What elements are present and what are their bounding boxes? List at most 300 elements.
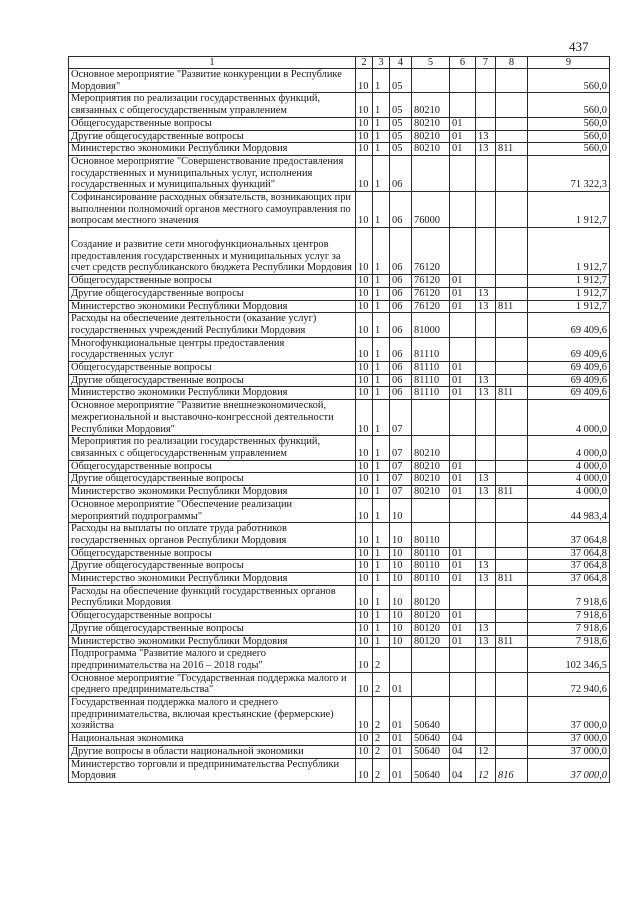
code-col6: 01 xyxy=(450,374,476,387)
code-col2: 10 xyxy=(356,758,373,782)
code-col8 xyxy=(496,192,528,228)
code-col6 xyxy=(450,337,476,361)
code-col6 xyxy=(450,672,476,696)
row-amount: 69 409,6 xyxy=(528,387,610,400)
table-row xyxy=(69,130,610,143)
code-col4: 10 xyxy=(390,547,412,560)
code-col3: 1 xyxy=(373,93,390,117)
table-row xyxy=(69,672,610,696)
code-col5: 76120 xyxy=(412,300,450,313)
code-col7 xyxy=(476,313,496,337)
row-amount: 102 346,5 xyxy=(528,648,610,672)
code-col7 xyxy=(476,192,496,228)
code-col8 xyxy=(496,275,528,288)
row-name: Другие вопросы в области национальной экономики xyxy=(69,745,356,758)
table-row xyxy=(69,486,610,499)
code-col4: 05 xyxy=(390,93,412,117)
code-col5: 50640 xyxy=(412,745,450,758)
code-col2: 10 xyxy=(356,733,373,746)
code-col8: 811 xyxy=(496,387,528,400)
code-col3: 1 xyxy=(373,313,390,337)
row-name: Основное мероприятие "Развитие внешнеэкономической, межрегиональной и выставочно-конгрессной деятельности Республики Мордовия" xyxy=(69,400,356,436)
row-name: Другие общегосударственные вопросы xyxy=(69,374,356,387)
code-col7: 13 xyxy=(476,143,496,156)
code-col7: 13 xyxy=(476,560,496,573)
code-col3: 2 xyxy=(373,697,390,733)
code-col3: 2 xyxy=(373,733,390,746)
code-col4 xyxy=(390,648,412,672)
code-col5: 81110 xyxy=(412,337,450,361)
table-row xyxy=(69,275,610,288)
row-name: Основное мероприятие "Совершенствование предоставления государственных и муниципальных услуг, исполнения государственных и муниципальных функций" xyxy=(69,155,356,191)
code-col7 xyxy=(476,400,496,436)
code-col3: 2 xyxy=(373,672,390,696)
table-row xyxy=(69,436,610,460)
row-amount: 1 912,7 xyxy=(528,228,610,275)
row-name: Мероприятия по реализации государственных функций, связанных с общегосударственным управлением xyxy=(69,436,356,460)
code-col8 xyxy=(496,117,528,130)
code-col2: 10 xyxy=(356,745,373,758)
code-col5: 76120 xyxy=(412,228,450,275)
code-col2: 10 xyxy=(356,143,373,156)
code-col2: 10 xyxy=(356,436,373,460)
table-row xyxy=(69,745,610,758)
code-col7: 12 xyxy=(476,745,496,758)
code-col4: 05 xyxy=(390,117,412,130)
code-col4: 06 xyxy=(390,192,412,228)
column-header: 4 xyxy=(390,57,412,69)
row-amount: 4 000,0 xyxy=(528,400,610,436)
code-col2: 10 xyxy=(356,387,373,400)
code-col4: 07 xyxy=(390,400,412,436)
row-name: Общегосударственные вопросы xyxy=(69,547,356,560)
code-col4: 06 xyxy=(390,337,412,361)
code-col6 xyxy=(450,93,476,117)
code-col5 xyxy=(412,672,450,696)
code-col7 xyxy=(476,69,496,93)
code-col8 xyxy=(496,93,528,117)
code-col3: 1 xyxy=(373,374,390,387)
table-row xyxy=(69,387,610,400)
code-col4: 10 xyxy=(390,523,412,547)
code-col5: 76120 xyxy=(412,275,450,288)
row-name: Основное мероприятие "Обеспечение реализации мероприятий подпрограммы" xyxy=(69,498,356,522)
code-col4: 05 xyxy=(390,130,412,143)
table-row xyxy=(69,498,610,522)
row-amount: 44 983,4 xyxy=(528,498,610,522)
code-col8 xyxy=(496,374,528,387)
row-name: Министерство экономики Республики Мордовия xyxy=(69,486,356,499)
code-col2: 10 xyxy=(356,313,373,337)
table-row xyxy=(69,635,610,648)
code-col4: 07 xyxy=(390,486,412,499)
code-col2: 10 xyxy=(356,69,373,93)
row-amount: 69 409,6 xyxy=(528,313,610,337)
code-col3: 1 xyxy=(373,622,390,635)
table-row xyxy=(69,585,610,609)
code-col7: 13 xyxy=(476,287,496,300)
code-col2: 10 xyxy=(356,460,373,473)
code-col6: 01 xyxy=(450,387,476,400)
code-col7 xyxy=(476,672,496,696)
code-col5: 80120 xyxy=(412,622,450,635)
code-col2: 10 xyxy=(356,228,373,275)
code-col4: 10 xyxy=(390,622,412,635)
code-col6: 01 xyxy=(450,460,476,473)
code-col2: 10 xyxy=(356,523,373,547)
code-col8 xyxy=(496,733,528,746)
column-header: 1 xyxy=(69,57,356,69)
code-col4: 10 xyxy=(390,635,412,648)
row-name: Другие общегосударственные вопросы xyxy=(69,287,356,300)
table-row xyxy=(69,547,610,560)
code-col5: 80210 xyxy=(412,117,450,130)
code-col4: 07 xyxy=(390,460,412,473)
code-col3: 1 xyxy=(373,275,390,288)
table-row xyxy=(69,300,610,313)
code-col6: 04 xyxy=(450,733,476,746)
code-col2: 10 xyxy=(356,362,373,375)
code-col4: 07 xyxy=(390,436,412,460)
code-col6: 01 xyxy=(450,143,476,156)
code-col6 xyxy=(450,697,476,733)
code-col6 xyxy=(450,523,476,547)
code-col6: 01 xyxy=(450,610,476,623)
code-col4: 01 xyxy=(390,758,412,782)
code-col3: 1 xyxy=(373,117,390,130)
code-col2: 10 xyxy=(356,573,373,586)
row-amount: 1 912,7 xyxy=(528,275,610,288)
code-col3: 1 xyxy=(373,69,390,93)
code-col2: 10 xyxy=(356,287,373,300)
row-name: Национальная экономика xyxy=(69,733,356,746)
code-col2: 10 xyxy=(356,622,373,635)
code-col7: 13 xyxy=(476,622,496,635)
code-col7 xyxy=(476,337,496,361)
code-col6: 01 xyxy=(450,622,476,635)
code-col4: 10 xyxy=(390,585,412,609)
code-col3: 1 xyxy=(373,400,390,436)
code-col7: 13 xyxy=(476,486,496,499)
code-col4: 06 xyxy=(390,374,412,387)
code-col5: 80120 xyxy=(412,610,450,623)
code-col8 xyxy=(496,585,528,609)
code-col8: 811 xyxy=(496,635,528,648)
code-col5: 81110 xyxy=(412,362,450,375)
code-col5: 80210 xyxy=(412,143,450,156)
row-name: Создание и развитие сети многофункциональных центров предоставления государственных и муниципальных услуг за счет средств республиканского бюджета Республики Мордовия xyxy=(69,228,356,275)
code-col3: 1 xyxy=(373,436,390,460)
row-amount: 560,0 xyxy=(528,93,610,117)
row-name: Основное мероприятие "Государственная поддержка малого и среднего предпринимательства" xyxy=(69,672,356,696)
code-col7 xyxy=(476,547,496,560)
row-amount: 560,0 xyxy=(528,143,610,156)
code-col6 xyxy=(450,498,476,522)
code-col8 xyxy=(496,523,528,547)
table-row xyxy=(69,287,610,300)
code-col5 xyxy=(412,155,450,191)
row-amount: 4 000,0 xyxy=(528,486,610,499)
table-row xyxy=(69,374,610,387)
row-amount: 72 940,6 xyxy=(528,672,610,696)
code-col8 xyxy=(496,560,528,573)
code-col6 xyxy=(450,400,476,436)
code-col8 xyxy=(496,287,528,300)
row-name: Мероприятия по реализации государственных функций, связанных с общегосударственным управлением xyxy=(69,93,356,117)
code-col2: 10 xyxy=(356,155,373,191)
code-col4: 10 xyxy=(390,560,412,573)
code-col2: 10 xyxy=(356,560,373,573)
code-col7: 13 xyxy=(476,573,496,586)
code-col8 xyxy=(496,547,528,560)
table-row xyxy=(69,143,610,156)
row-amount: 69 409,6 xyxy=(528,337,610,361)
code-col6: 01 xyxy=(450,117,476,130)
code-col7 xyxy=(476,648,496,672)
code-col3: 1 xyxy=(373,585,390,609)
code-col3: 1 xyxy=(373,460,390,473)
row-amount: 560,0 xyxy=(528,117,610,130)
row-name: Софинансирование расходных обязательств, возникающих при выполнении полномочий органов местного самоуправления по вопросам местного значения xyxy=(69,192,356,228)
table-row xyxy=(69,573,610,586)
table-row xyxy=(69,560,610,573)
code-col7: 13 xyxy=(476,374,496,387)
column-header: 7 xyxy=(476,57,496,69)
code-col5 xyxy=(412,69,450,93)
code-col5 xyxy=(412,648,450,672)
code-col7 xyxy=(476,362,496,375)
code-col2: 10 xyxy=(356,400,373,436)
row-name: Другие общегосударственные вопросы xyxy=(69,560,356,573)
code-col8 xyxy=(496,69,528,93)
code-col2: 10 xyxy=(356,610,373,623)
code-col4: 06 xyxy=(390,387,412,400)
table-row xyxy=(69,228,610,275)
code-col7: 13 xyxy=(476,635,496,648)
column-header: 5 xyxy=(412,57,450,69)
code-col6: 01 xyxy=(450,275,476,288)
row-name: Министерство экономики Республики Мордовия xyxy=(69,300,356,313)
code-col5: 81000 xyxy=(412,313,450,337)
code-col3: 1 xyxy=(373,300,390,313)
code-col7 xyxy=(476,585,496,609)
code-col2: 10 xyxy=(356,498,373,522)
column-header: 9 xyxy=(528,57,610,69)
code-col5 xyxy=(412,400,450,436)
row-amount: 7 918,6 xyxy=(528,610,610,623)
row-amount: 37 064,8 xyxy=(528,573,610,586)
code-col2: 10 xyxy=(356,275,373,288)
code-col5: 80210 xyxy=(412,436,450,460)
code-col6 xyxy=(450,648,476,672)
code-col2: 10 xyxy=(356,697,373,733)
code-col3: 1 xyxy=(373,573,390,586)
code-col8 xyxy=(496,130,528,143)
code-col4: 01 xyxy=(390,672,412,696)
row-name: Другие общегосударственные вопросы xyxy=(69,130,356,143)
row-amount: 1 912,7 xyxy=(528,300,610,313)
code-col3: 1 xyxy=(373,337,390,361)
code-col7: 13 xyxy=(476,300,496,313)
code-col7: 13 xyxy=(476,130,496,143)
code-col3: 1 xyxy=(373,473,390,486)
row-amount: 7 918,6 xyxy=(528,622,610,635)
row-name: Министерство торговли и предпринимательства Республики Мордовия xyxy=(69,758,356,782)
code-col8 xyxy=(496,672,528,696)
code-col6 xyxy=(450,436,476,460)
code-col3: 1 xyxy=(373,192,390,228)
row-name: Общегосударственные вопросы xyxy=(69,117,356,130)
code-col2: 10 xyxy=(356,635,373,648)
code-col8 xyxy=(496,155,528,191)
row-amount: 37 000,0 xyxy=(528,697,610,733)
table-row xyxy=(69,313,610,337)
code-col8 xyxy=(496,400,528,436)
code-col4: 01 xyxy=(390,697,412,733)
row-name: Подпрограмма "Развитие малого и среднего предпринимательства на 2016 – 2018 годы" xyxy=(69,648,356,672)
code-col4: 07 xyxy=(390,473,412,486)
code-col6: 01 xyxy=(450,362,476,375)
code-col4: 10 xyxy=(390,498,412,522)
code-col8 xyxy=(496,460,528,473)
code-col4: 01 xyxy=(390,733,412,746)
code-col4: 06 xyxy=(390,228,412,275)
code-col8 xyxy=(496,498,528,522)
code-col2: 10 xyxy=(356,648,373,672)
column-header: 3 xyxy=(373,57,390,69)
column-header: 8 xyxy=(496,57,528,69)
row-amount: 37 000,0 xyxy=(528,733,610,746)
table-row xyxy=(69,758,610,782)
table-row xyxy=(69,192,610,228)
row-amount: 1 912,7 xyxy=(528,192,610,228)
code-col8: 811 xyxy=(496,143,528,156)
code-col5: 80210 xyxy=(412,93,450,117)
code-col8 xyxy=(496,473,528,486)
code-col2: 10 xyxy=(356,192,373,228)
code-col2: 10 xyxy=(356,547,373,560)
table-row xyxy=(69,400,610,436)
code-col5: 81110 xyxy=(412,374,450,387)
code-col6 xyxy=(450,585,476,609)
code-col3: 1 xyxy=(373,498,390,522)
code-col2: 10 xyxy=(356,473,373,486)
row-name: Расходы на выплаты по оплате труда работников государственных органов Республики Мордовия xyxy=(69,523,356,547)
code-col6: 01 xyxy=(450,486,476,499)
code-col4: 10 xyxy=(390,573,412,586)
table-row xyxy=(69,337,610,361)
code-col4: 05 xyxy=(390,69,412,93)
code-col2: 10 xyxy=(356,672,373,696)
table-row xyxy=(69,697,610,733)
code-col5: 50640 xyxy=(412,733,450,746)
code-col2: 10 xyxy=(356,117,373,130)
code-col7 xyxy=(476,275,496,288)
code-col7 xyxy=(476,155,496,191)
code-col3: 1 xyxy=(373,523,390,547)
code-col6: 01 xyxy=(450,635,476,648)
code-col7: 13 xyxy=(476,473,496,486)
code-col8 xyxy=(496,622,528,635)
row-amount: 37 064,8 xyxy=(528,523,610,547)
code-col8 xyxy=(496,610,528,623)
page-number: 437 xyxy=(569,39,589,54)
code-col4: 10 xyxy=(390,610,412,623)
row-name: Основное мероприятие "Развитие конкуренции в Республике Мордовия" xyxy=(69,69,356,93)
table-row xyxy=(69,362,610,375)
code-col2: 10 xyxy=(356,93,373,117)
code-col7 xyxy=(476,117,496,130)
code-col4: 01 xyxy=(390,745,412,758)
row-name: Другие общегосударственные вопросы xyxy=(69,473,356,486)
table-row xyxy=(69,93,610,117)
table-row xyxy=(69,523,610,547)
code-col4: 06 xyxy=(390,155,412,191)
code-col5: 80110 xyxy=(412,573,450,586)
code-col5: 80110 xyxy=(412,523,450,547)
header-row xyxy=(69,57,610,69)
code-col6 xyxy=(450,69,476,93)
code-col5: 80210 xyxy=(412,460,450,473)
row-amount: 69 409,6 xyxy=(528,362,610,375)
budget-table xyxy=(68,56,610,783)
code-col3: 1 xyxy=(373,130,390,143)
code-col5: 80210 xyxy=(412,130,450,143)
row-name: Многофункциональные центры предоставления государственных услуг xyxy=(69,337,356,361)
code-col6: 01 xyxy=(450,300,476,313)
code-col8 xyxy=(496,337,528,361)
code-col6: 04 xyxy=(450,745,476,758)
code-col3: 2 xyxy=(373,745,390,758)
code-col4: 05 xyxy=(390,143,412,156)
row-amount: 37 064,8 xyxy=(528,560,610,573)
code-col3: 1 xyxy=(373,387,390,400)
row-amount: 4 000,0 xyxy=(528,460,610,473)
code-col3: 1 xyxy=(373,560,390,573)
code-col2: 10 xyxy=(356,337,373,361)
code-col5: 80120 xyxy=(412,585,450,609)
code-col6 xyxy=(450,192,476,228)
code-col8 xyxy=(496,745,528,758)
code-col3: 1 xyxy=(373,362,390,375)
code-col2: 10 xyxy=(356,486,373,499)
row-name: Общегосударственные вопросы xyxy=(69,610,356,623)
row-name: Министерство экономики Республики Мордовия xyxy=(69,573,356,586)
table-row xyxy=(69,69,610,93)
row-name: Расходы на обеспечение функций государственных органов Республики Мордовия xyxy=(69,585,356,609)
code-col4: 06 xyxy=(390,300,412,313)
code-col8 xyxy=(496,697,528,733)
table-row xyxy=(69,733,610,746)
code-col5 xyxy=(412,498,450,522)
code-col3: 1 xyxy=(373,610,390,623)
code-col7: 12 xyxy=(476,758,496,782)
code-col6 xyxy=(450,313,476,337)
code-col5: 80110 xyxy=(412,560,450,573)
row-amount: 1 912,7 xyxy=(528,287,610,300)
code-col5: 80210 xyxy=(412,486,450,499)
code-col5: 50640 xyxy=(412,697,450,733)
code-col8 xyxy=(496,436,528,460)
code-col5: 50640 xyxy=(412,758,450,782)
code-col7 xyxy=(476,498,496,522)
code-col6: 01 xyxy=(450,573,476,586)
code-col3: 1 xyxy=(373,486,390,499)
code-col2: 10 xyxy=(356,374,373,387)
code-col3: 1 xyxy=(373,635,390,648)
code-col4: 06 xyxy=(390,362,412,375)
code-col3: 1 xyxy=(373,287,390,300)
